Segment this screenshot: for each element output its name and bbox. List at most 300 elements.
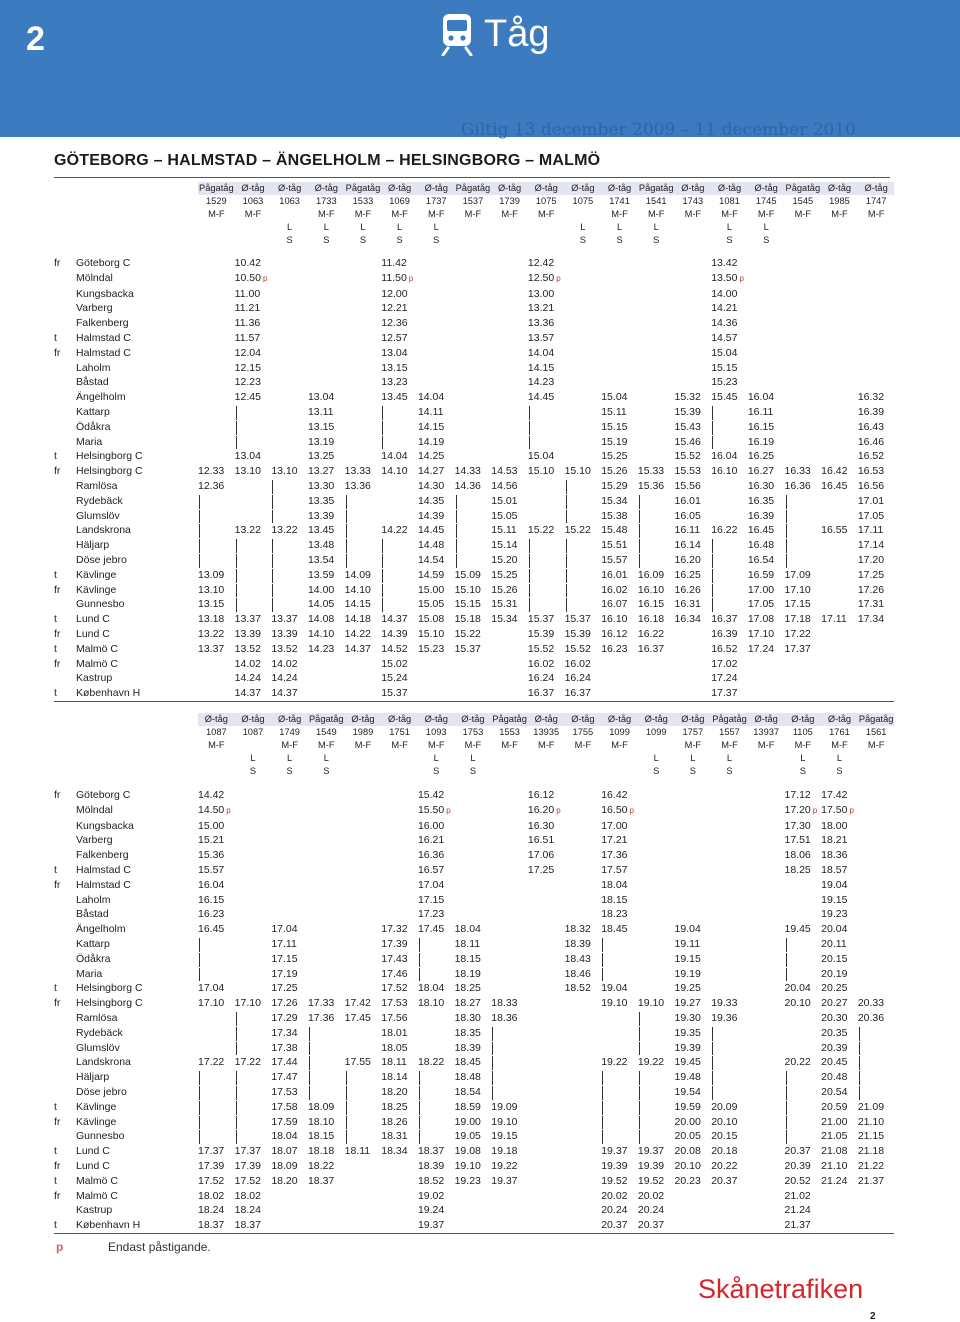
header-services-cell: Ø-tåg (638, 713, 675, 726)
time-cell: 13.18 (198, 613, 225, 626)
arrival-departure-mark (54, 271, 76, 287)
header-flag-l-cell (381, 752, 418, 765)
arrival-departure-mark (54, 375, 76, 390)
time-cell: 13.21 (527, 302, 555, 315)
time-cell (601, 287, 638, 302)
time-cell (675, 1203, 712, 1218)
time-cell (345, 848, 382, 863)
time-cell (528, 893, 565, 908)
time-cell: 12.21 (381, 302, 408, 315)
time-cell (491, 1189, 528, 1204)
header-flag-l-cell (455, 221, 492, 234)
time-cell: 20.00 (674, 1115, 701, 1128)
continuation-bar (566, 584, 567, 598)
time-cell: 16.20 (674, 553, 701, 566)
time-cell (601, 256, 638, 271)
time-cell (821, 420, 858, 435)
continuation-bar (639, 554, 640, 568)
time-cell (638, 1026, 675, 1041)
time-cell (858, 686, 895, 701)
time-cell (821, 642, 858, 657)
header-days-cell: M-F (428, 209, 445, 219)
time-cell (271, 271, 308, 287)
time-cell: 17.25 (857, 568, 885, 581)
time-cell: 15.11 (601, 405, 627, 418)
time-cell: 21.02 (784, 1189, 811, 1202)
time-cell (748, 1055, 785, 1070)
time-cell: 19.39 (674, 1041, 701, 1054)
header-flag-s-cell: S (469, 766, 477, 776)
time-cell (675, 316, 712, 331)
time-cell (235, 922, 272, 937)
continuation-bar (786, 539, 787, 553)
time-cell (821, 375, 858, 390)
time-cell (345, 331, 382, 346)
station-name: Kävlinge (76, 583, 117, 596)
time-cell: 19.37 (491, 1174, 518, 1187)
time-cell: 19.25 (674, 982, 701, 995)
time-cell (748, 1026, 785, 1041)
time-cell (821, 1203, 858, 1218)
time-cell (345, 449, 382, 464)
time-cell (601, 1129, 638, 1144)
time-cell (565, 833, 602, 848)
time-cell (565, 1159, 602, 1174)
station-name: Lund C (76, 1159, 110, 1172)
time-cell (381, 435, 418, 450)
time-cell (271, 788, 308, 803)
time-cell: 18.36 (821, 849, 848, 862)
time-cell (565, 848, 602, 863)
time-cell (308, 819, 345, 834)
time-cell: 17.15 (271, 952, 298, 965)
station-row (54, 1203, 894, 1218)
time-cell (638, 907, 675, 922)
station-row (54, 981, 894, 996)
time-cell (711, 907, 748, 922)
header-days-cell: M-F (354, 209, 372, 219)
time-cell (345, 937, 382, 952)
time-cell (785, 1085, 822, 1100)
header-trains-cell: 1549 (315, 727, 337, 737)
time-cell: 17.11 (271, 937, 297, 950)
time-cell (711, 819, 748, 834)
time-cell: 18.02 (198, 1189, 225, 1202)
time-cell: 16.23 (198, 908, 225, 921)
time-cell (198, 1026, 235, 1041)
time-cell (528, 568, 565, 583)
train-icon (440, 12, 474, 56)
header-trains-cell: 1529 (205, 196, 227, 206)
time-cell (418, 346, 455, 361)
time-cell: 16.09 (637, 568, 665, 581)
time-cell (711, 833, 748, 848)
header-trains-cell: 1105 (792, 727, 813, 737)
time-cell (858, 967, 895, 982)
time-cell: 20.37 (784, 1145, 811, 1158)
header-services-cell: Ø-tåg (455, 713, 492, 726)
time-cell (711, 553, 748, 568)
time-cell (418, 1026, 455, 1041)
time-cell (418, 1041, 455, 1056)
time-cell: 15.34 (601, 494, 628, 507)
time-cell: 18.52 (564, 982, 591, 995)
time-cell: 14.53 (491, 465, 518, 478)
time-cell (528, 583, 565, 598)
time-cell (345, 538, 382, 553)
time-cell (711, 479, 748, 494)
continuation-bar (236, 406, 237, 420)
time-cell (528, 937, 565, 952)
station-name: Gunnesbo (76, 598, 125, 611)
time-cell: 18.10 (417, 997, 445, 1010)
departure-time: 11.50 (381, 271, 407, 284)
time-cell (748, 346, 785, 361)
time-cell: 17.29 (271, 1011, 298, 1024)
arrival-departure-mark (54, 952, 76, 967)
time-cell: 14.27 (417, 465, 445, 478)
time-cell (271, 420, 308, 435)
time-cell: 18.20 (271, 1174, 298, 1187)
header-row-flag_l (54, 221, 894, 234)
header-services-cell: Pågatåg (712, 714, 747, 724)
time-cell: 18.14 (381, 1071, 408, 1084)
time-cell (381, 1218, 418, 1233)
header-services-cell: Ø-tåg (381, 182, 418, 195)
time-cell (235, 509, 272, 524)
time-cell (601, 967, 638, 982)
time-cell (198, 553, 235, 568)
time-cell (675, 803, 712, 819)
time-cell (345, 361, 382, 376)
time-cell (748, 1129, 785, 1144)
time-cell: 13.39 (234, 627, 261, 640)
time-cell: 14.36 (711, 317, 738, 330)
time-cell (491, 1218, 528, 1233)
time-cell (381, 1174, 418, 1189)
time-cell: 17.05 (857, 509, 885, 522)
time-cell (675, 878, 712, 893)
station-name: Döse jebro (76, 1085, 127, 1098)
time-cell: 19.23 (454, 1174, 481, 1187)
time-cell (455, 287, 492, 302)
time-cell: 19.37 (637, 1145, 665, 1158)
time-cell: 15.22 (454, 627, 481, 640)
time-cell: 13.10 (271, 465, 298, 478)
continuation-bar (529, 598, 530, 612)
continuation-bar (786, 510, 787, 524)
time-cell: 18.32 (564, 923, 591, 936)
time-cell (381, 553, 418, 568)
time-cell (601, 952, 638, 967)
time-cell (271, 346, 308, 361)
time-cell (198, 657, 235, 672)
time-cell (198, 256, 235, 271)
time-cell (381, 538, 418, 553)
boarding-only-mark: p (629, 805, 634, 815)
station-name: Ödåkra (76, 952, 111, 965)
time-cell (491, 420, 528, 435)
continuation-bar (199, 938, 200, 952)
time-cell (271, 435, 308, 450)
time-cell (785, 449, 822, 464)
time-cell (345, 1026, 382, 1041)
time-cell (455, 538, 492, 553)
station-name: Malmö C (76, 657, 119, 670)
time-cell (345, 1041, 382, 1056)
time-cell (491, 346, 528, 361)
time-cell (638, 420, 675, 435)
time-cell (601, 1026, 638, 1041)
time-cell: 13.35 (307, 494, 335, 507)
continuation-bar (382, 421, 383, 435)
arrival-departure-mark (54, 523, 76, 538)
time-cell: 15.37 (527, 613, 555, 626)
time-cell: 21.09 (857, 1100, 885, 1113)
time-cell: 19.11 (674, 937, 701, 950)
header-services-cell: Ø-tåg (198, 713, 235, 726)
station-name: Landskrona (76, 524, 131, 537)
time-cell (235, 420, 272, 435)
time-cell (491, 981, 528, 996)
continuation-bar (566, 554, 567, 568)
time-cell: 17.57 (601, 863, 628, 876)
time-cell (785, 686, 822, 701)
time-cell: 13.10 (234, 465, 261, 478)
time-cell (675, 833, 712, 848)
spacer (76, 221, 198, 234)
time-cell (491, 1203, 528, 1218)
time-cell (455, 375, 492, 390)
arrival-departure-mark (54, 287, 76, 302)
time-cell (308, 833, 345, 848)
time-cell: 13.30 (307, 479, 335, 492)
time-cell (198, 331, 235, 346)
time-cell (711, 893, 748, 908)
continuation-bar (566, 510, 567, 524)
time-cell (308, 1041, 345, 1056)
header-days-cell: M-F (501, 209, 518, 219)
station-row (54, 1144, 894, 1159)
continuation-bar (639, 510, 640, 524)
time-cell (821, 627, 858, 642)
arrival-departure-mark: t (54, 613, 57, 626)
time-cell: 18.05 (381, 1041, 408, 1054)
time-cell (675, 642, 712, 657)
time-cell (345, 671, 382, 686)
time-cell (638, 1011, 675, 1026)
arrival-departure-mark (54, 597, 76, 612)
station-row (54, 1115, 894, 1130)
time-cell: 15.32 (674, 391, 701, 404)
time-cell: 17.05 (747, 598, 775, 611)
time-cell (235, 583, 272, 598)
time-cell (455, 878, 492, 893)
time-cell (638, 287, 675, 302)
time-cell (418, 1085, 455, 1100)
time-cell: 19.19 (674, 967, 701, 980)
arrival-departure-mark (54, 803, 76, 819)
time-cell: 16.04 (747, 391, 775, 404)
header-flag-s-cell (528, 765, 565, 778)
arrival-departure-mark (54, 509, 76, 524)
time-cell (565, 1218, 602, 1233)
time-cell (345, 435, 382, 450)
header-flag-s-cell: S (763, 235, 770, 245)
time-cell (345, 863, 382, 878)
time-cell: 15.25 (491, 568, 518, 581)
continuation-bar (786, 938, 787, 952)
station-row (54, 390, 894, 405)
time-cell: 12.04 (234, 346, 261, 359)
time-cell (381, 878, 418, 893)
continuation-bar (566, 480, 567, 494)
time-cell: 13.04 (234, 450, 261, 463)
time-cell (491, 657, 528, 672)
time-cell: 21.10 (821, 1159, 848, 1172)
time-cell (711, 420, 748, 435)
continuation-bar (492, 1086, 493, 1100)
header-flag-s-cell: S (836, 766, 843, 776)
time-cell: 11.21 (234, 302, 261, 315)
time-cell: 14.39 (417, 509, 445, 522)
continuation-bar (566, 598, 567, 612)
time-cell: 16.39 (711, 627, 738, 640)
station-row (54, 271, 894, 287)
time-cell (345, 287, 382, 302)
continuation-bar (639, 1130, 640, 1144)
time-cell (601, 331, 638, 346)
continuation-bar (236, 1101, 237, 1115)
time-cell (748, 907, 785, 922)
time-cell (528, 878, 565, 893)
header-trains-cell: 1533 (352, 196, 374, 206)
time-cell (271, 375, 308, 390)
time-cell: 18.01 (381, 1026, 408, 1039)
station-row (54, 1085, 894, 1100)
continuation-bar (236, 1012, 237, 1026)
boarding-only-mark: p (226, 805, 231, 815)
time-cell (235, 937, 272, 952)
time-cell: 13.48 (307, 539, 335, 552)
header-trains-cell: 1753 (462, 727, 484, 737)
time-cell (711, 952, 748, 967)
time-cell (858, 316, 895, 331)
time-cell: 14.10 (344, 583, 371, 596)
continuation-bar (199, 539, 200, 553)
time-cell (528, 1174, 565, 1189)
time-cell: 18.34 (381, 1145, 408, 1158)
time-cell: 12.15 (234, 361, 261, 374)
header-trains-cell: 1087 (242, 727, 264, 737)
header-days-cell: M-F (318, 740, 335, 750)
time-cell (675, 657, 712, 672)
continuation-bar (272, 598, 273, 612)
time-cell (821, 509, 858, 524)
time-cell (308, 937, 345, 952)
time-cell: 18.20 (381, 1085, 408, 1098)
time-cell: 13.37 (271, 613, 298, 626)
time-cell (785, 1115, 822, 1130)
time-cell: 20.36 (857, 1011, 885, 1024)
time-cell (198, 494, 235, 509)
continuation-bar (272, 510, 273, 524)
time-cell (785, 287, 822, 302)
time-cell (565, 863, 602, 878)
header-trains-cell: 13937 (753, 727, 780, 737)
time-cell (235, 1070, 272, 1085)
time-cell: 17.10 (198, 997, 225, 1010)
time-cell: 18.15 (601, 893, 628, 906)
time-cell (455, 907, 492, 922)
time-cell (491, 1085, 528, 1100)
time-cell: 20.02 (637, 1189, 665, 1202)
continuation-bar (639, 1027, 640, 1041)
time-cell (528, 1041, 565, 1056)
continuation-bar (236, 584, 237, 598)
spacer (54, 739, 76, 752)
time-cell: 16.37 (637, 642, 665, 655)
time-cell (748, 1159, 785, 1174)
time-cell (711, 1203, 748, 1218)
time-cell (638, 893, 675, 908)
time-cell (565, 375, 602, 390)
header-trains-cell: 1081 (719, 196, 740, 206)
station-row (54, 597, 894, 612)
header-row-services (54, 713, 894, 726)
time-cell (675, 346, 712, 361)
time-cell (418, 1129, 455, 1144)
time-cell (748, 788, 785, 803)
time-cell: 15.34 (491, 613, 518, 626)
continuation-bar (529, 554, 530, 568)
time-cell (565, 316, 602, 331)
station-row (54, 1055, 894, 1070)
time-cell: 15.45 (711, 391, 738, 404)
continuation-bar (492, 1042, 493, 1056)
time-cell (198, 686, 235, 701)
station-row (54, 435, 894, 450)
continuation-bar (346, 1086, 347, 1100)
arrival-departure-mark (54, 538, 76, 553)
continuation-bar (456, 524, 457, 538)
time-cell: 16.51 (527, 834, 555, 847)
time-cell (491, 893, 528, 908)
time-cell (748, 952, 785, 967)
spacer (54, 182, 76, 195)
time-cell: 16.39 (857, 405, 885, 418)
time-cell (748, 981, 785, 996)
time-cell (748, 863, 785, 878)
time-cell (638, 271, 675, 287)
time-cell: 18.15 (454, 952, 481, 965)
header-services-cell: Ø-tåg (675, 182, 712, 195)
header-services-cell: Ø-tåg (528, 182, 565, 195)
time-cell (308, 1218, 345, 1233)
header-trains-cell: 1755 (572, 727, 594, 737)
time-cell: 15.24 (381, 672, 408, 685)
time-cell (858, 922, 895, 937)
header-trains-cell: 1739 (499, 196, 520, 206)
continuation-bar (346, 1116, 347, 1130)
time-cell (528, 420, 565, 435)
station-row (54, 1070, 894, 1085)
time-cell (601, 671, 638, 686)
header-days-cell: M-F (391, 209, 408, 219)
header-days-cell: M-F (354, 740, 372, 750)
time-cell (785, 803, 822, 819)
header-flag-s-cell: S (689, 766, 696, 776)
